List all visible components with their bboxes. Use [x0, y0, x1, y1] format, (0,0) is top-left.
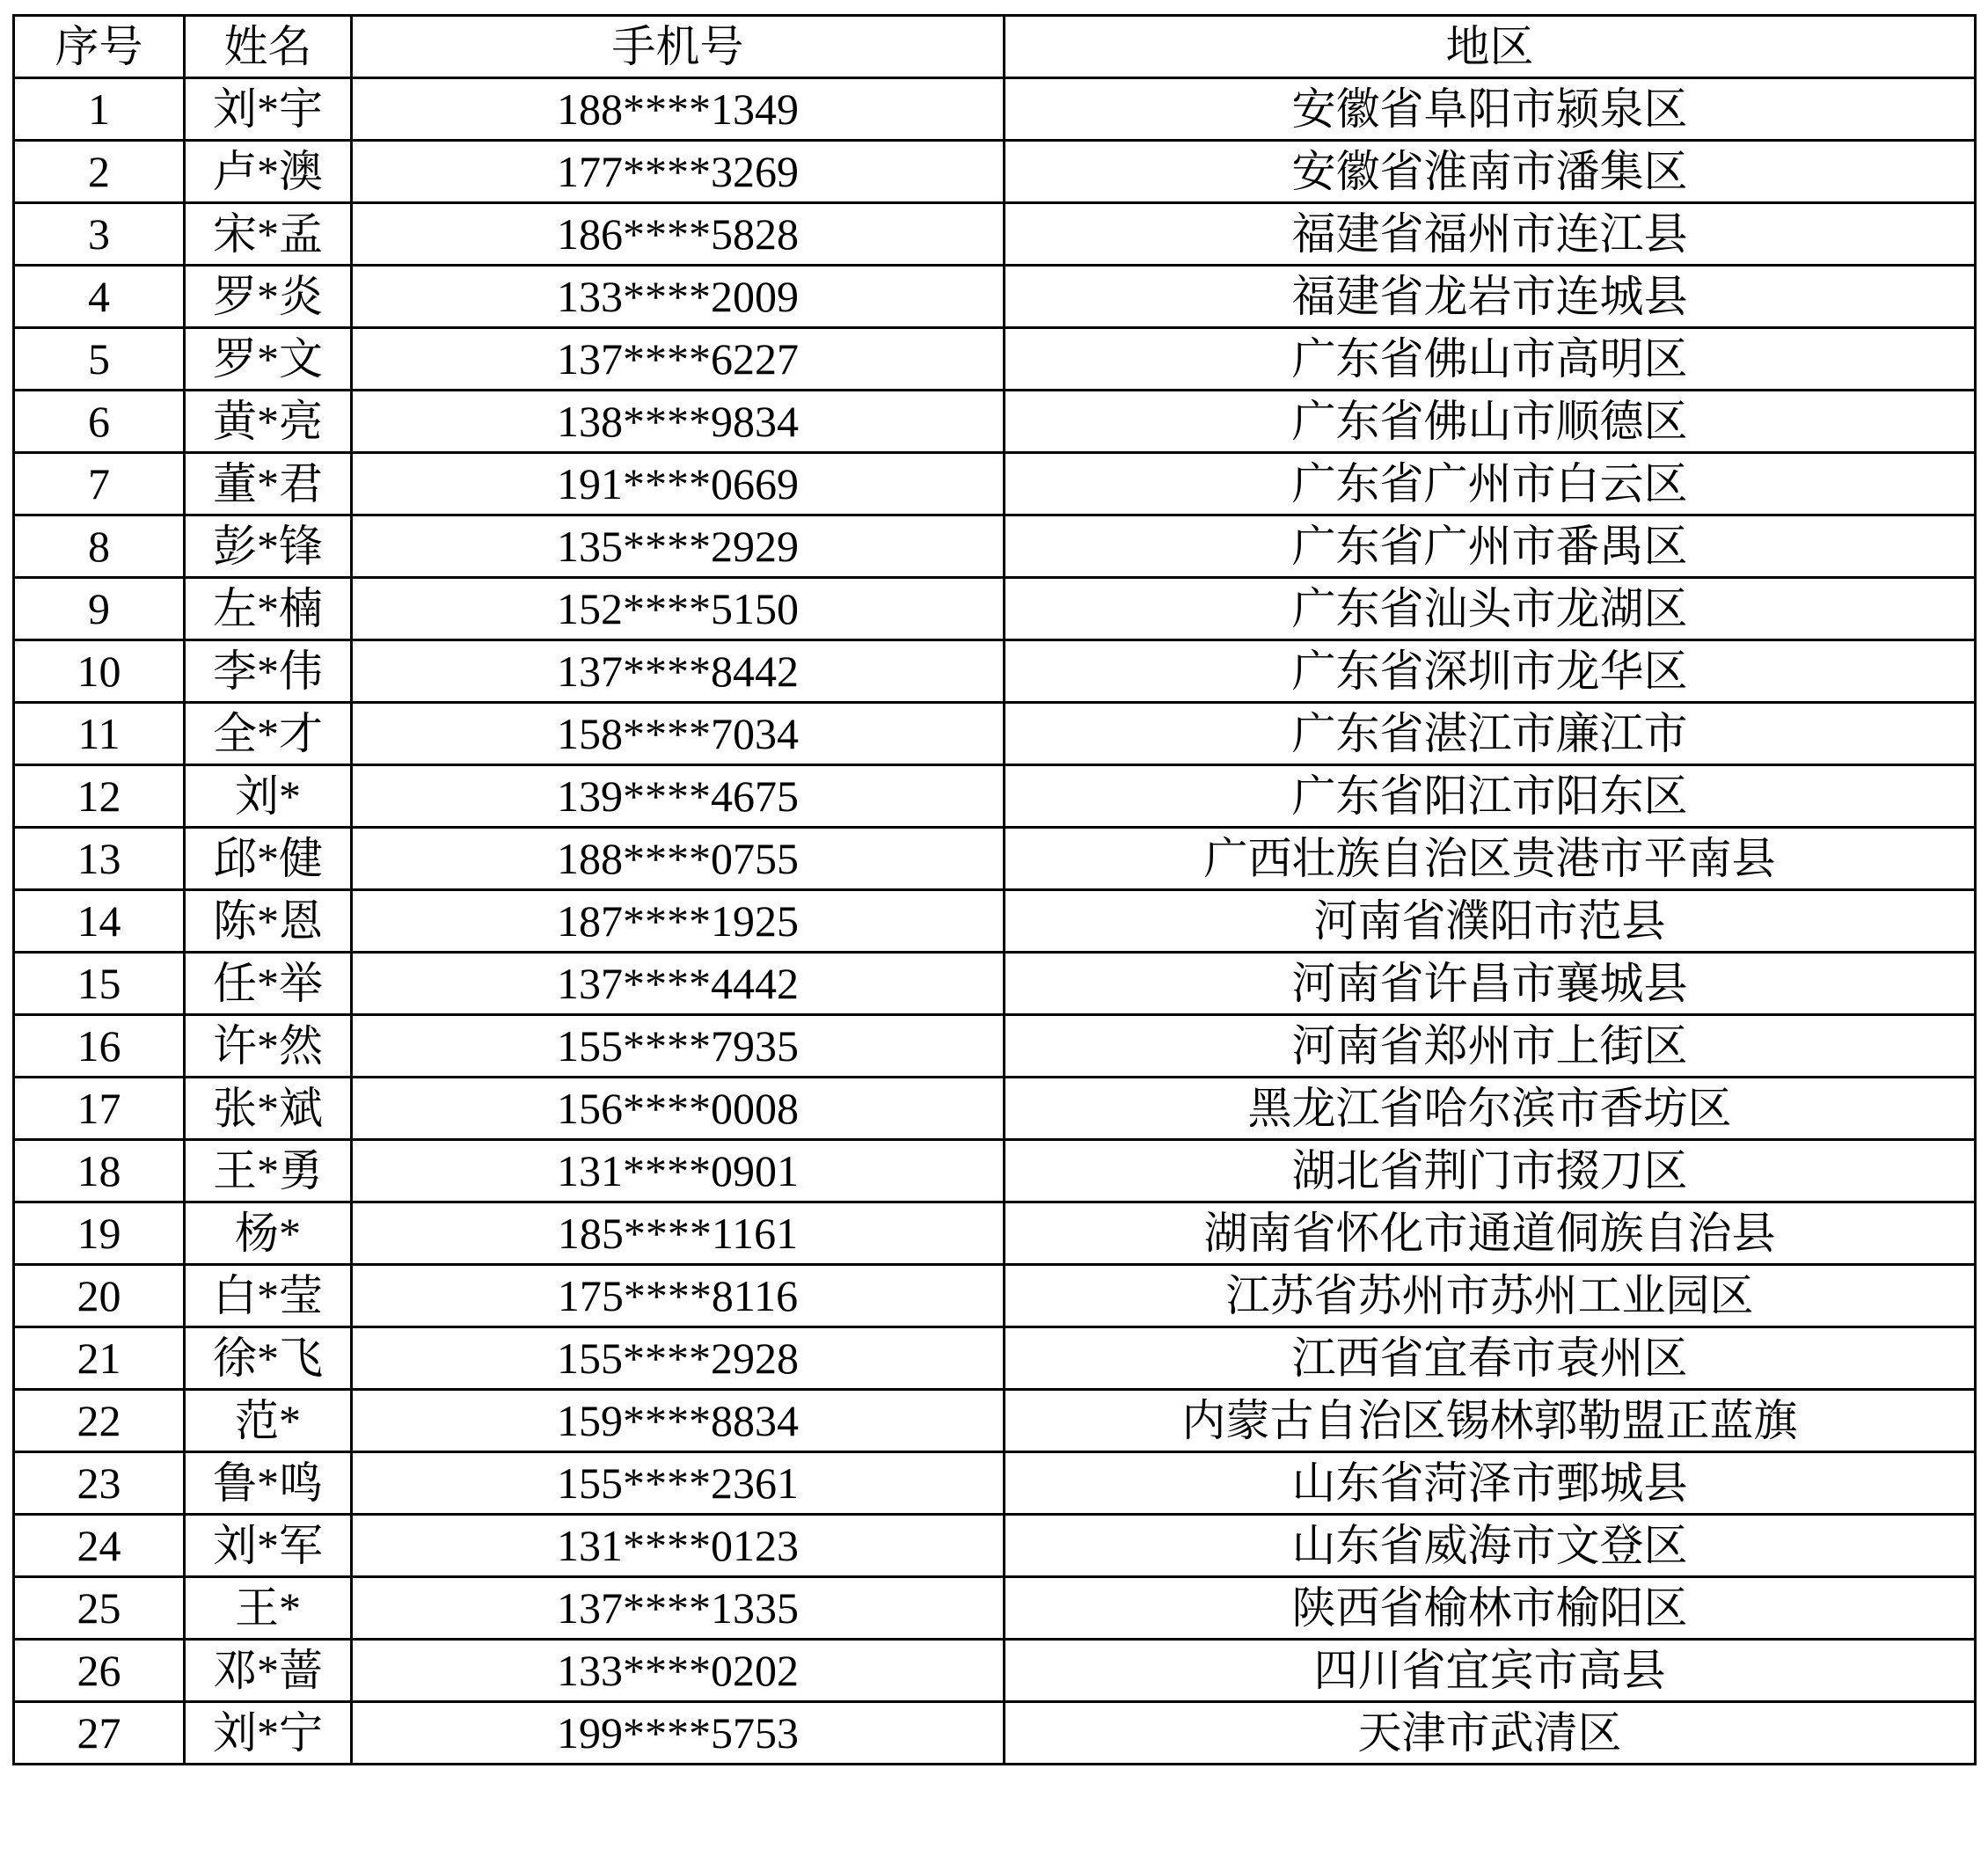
cell-name: 白*莹	[185, 1265, 352, 1327]
cell-region: 广东省深圳市龙华区	[1005, 640, 1976, 703]
cell-name: 全*才	[185, 703, 352, 765]
table-header-row	[14, 16, 1976, 78]
cell-index: 17	[14, 1078, 185, 1140]
table-row	[14, 1452, 1976, 1515]
cell-region: 安徽省阜阳市颍泉区	[1005, 78, 1976, 141]
table-row	[14, 1577, 1976, 1640]
cell-name: 罗*文	[185, 328, 352, 391]
cell-region: 山东省菏泽市鄄城县	[1005, 1452, 1976, 1515]
cell-index: 13	[14, 828, 185, 890]
header-name: 姓名	[185, 16, 352, 78]
table-row	[14, 828, 1976, 890]
table-row	[14, 1015, 1976, 1078]
table-row	[14, 391, 1976, 453]
cell-phone: 177****3269	[352, 141, 1005, 203]
winners-table	[12, 14, 1977, 1765]
table-body	[14, 78, 1976, 1765]
cell-index: 27	[14, 1702, 185, 1765]
cell-phone: 175****8116	[352, 1265, 1005, 1327]
cell-name: 黄*亮	[185, 391, 352, 453]
cell-region: 河南省濮阳市范县	[1005, 890, 1976, 953]
cell-name: 王*勇	[185, 1140, 352, 1202]
cell-phone: 155****2361	[352, 1452, 1005, 1515]
cell-name: 鲁*鸣	[185, 1452, 352, 1515]
cell-region: 陕西省榆林市榆阳区	[1005, 1577, 1976, 1640]
cell-region: 广东省佛山市高明区	[1005, 328, 1976, 391]
cell-phone: 137****8442	[352, 640, 1005, 703]
table-row	[14, 703, 1976, 765]
table-row	[14, 1515, 1976, 1577]
cell-name: 左*楠	[185, 578, 352, 640]
cell-region: 江西省宜春市袁州区	[1005, 1327, 1976, 1390]
cell-phone: 137****1335	[352, 1577, 1005, 1640]
table-row	[14, 515, 1976, 578]
cell-index: 5	[14, 328, 185, 391]
cell-index: 24	[14, 1515, 185, 1577]
cell-region: 山东省威海市文登区	[1005, 1515, 1976, 1577]
cell-index: 14	[14, 890, 185, 953]
cell-index: 18	[14, 1140, 185, 1202]
cell-name: 徐*飞	[185, 1327, 352, 1390]
cell-phone: 187****1925	[352, 890, 1005, 953]
cell-phone: 133****2009	[352, 266, 1005, 328]
cell-name: 陈*恩	[185, 890, 352, 953]
cell-name: 邓*蔷	[185, 1640, 352, 1702]
cell-name: 范*	[185, 1390, 352, 1452]
table-row	[14, 78, 1976, 141]
cell-phone: 155****2928	[352, 1327, 1005, 1390]
cell-phone: 188****0755	[352, 828, 1005, 890]
table-row	[14, 640, 1976, 703]
cell-name: 刘*宇	[185, 78, 352, 141]
cell-region: 四川省宜宾市高县	[1005, 1640, 1976, 1702]
cell-index: 6	[14, 391, 185, 453]
cell-name: 董*君	[185, 453, 352, 515]
cell-phone: 135****2929	[352, 515, 1005, 578]
cell-phone: 191****0669	[352, 453, 1005, 515]
cell-index: 4	[14, 266, 185, 328]
header-region: 地区	[1005, 16, 1976, 78]
cell-phone: 138****9834	[352, 391, 1005, 453]
table-row	[14, 328, 1976, 391]
table-row	[14, 266, 1976, 328]
cell-name: 宋*孟	[185, 203, 352, 266]
cell-phone: 188****1349	[352, 78, 1005, 141]
cell-region: 安徽省淮南市潘集区	[1005, 141, 1976, 203]
cell-region: 广东省佛山市顺德区	[1005, 391, 1976, 453]
cell-phone: 131****0123	[352, 1515, 1005, 1577]
cell-region: 黑龙江省哈尔滨市香坊区	[1005, 1078, 1976, 1140]
cell-region: 福建省福州市连江县	[1005, 203, 1976, 266]
cell-region: 福建省龙岩市连城县	[1005, 266, 1976, 328]
cell-index: 25	[14, 1577, 185, 1640]
cell-index: 12	[14, 765, 185, 828]
table-row	[14, 141, 1976, 203]
cell-region: 江苏省苏州市苏州工业园区	[1005, 1265, 1976, 1327]
cell-region: 广东省汕头市龙湖区	[1005, 578, 1976, 640]
cell-name: 邱*健	[185, 828, 352, 890]
cell-name: 王*	[185, 1577, 352, 1640]
table-row	[14, 578, 1976, 640]
cell-phone: 133****0202	[352, 1640, 1005, 1702]
cell-region: 广东省阳江市阳东区	[1005, 765, 1976, 828]
cell-phone: 159****8834	[352, 1390, 1005, 1452]
header-phone: 手机号	[352, 16, 1005, 78]
cell-index: 2	[14, 141, 185, 203]
cell-index: 23	[14, 1452, 185, 1515]
header-index: 序号	[14, 16, 185, 78]
cell-name: 许*然	[185, 1015, 352, 1078]
cell-index: 11	[14, 703, 185, 765]
cell-phone: 139****4675	[352, 765, 1005, 828]
cell-index: 21	[14, 1327, 185, 1390]
cell-phone: 156****0008	[352, 1078, 1005, 1140]
table-row	[14, 1390, 1976, 1452]
table-row	[14, 1140, 1976, 1202]
cell-phone: 152****5150	[352, 578, 1005, 640]
cell-index: 8	[14, 515, 185, 578]
cell-index: 7	[14, 453, 185, 515]
cell-region: 广西壮族自治区贵港市平南县	[1005, 828, 1976, 890]
cell-region: 广东省广州市白云区	[1005, 453, 1976, 515]
cell-index: 22	[14, 1390, 185, 1452]
cell-index: 16	[14, 1015, 185, 1078]
cell-name: 任*举	[185, 953, 352, 1015]
cell-region: 天津市武清区	[1005, 1702, 1976, 1765]
cell-index: 9	[14, 578, 185, 640]
cell-index: 3	[14, 203, 185, 266]
cell-index: 20	[14, 1265, 185, 1327]
cell-region: 河南省许昌市襄城县	[1005, 953, 1976, 1015]
table-row	[14, 1202, 1976, 1265]
table-row	[14, 765, 1976, 828]
table-row	[14, 1640, 1976, 1702]
cell-index: 10	[14, 640, 185, 703]
cell-index: 19	[14, 1202, 185, 1265]
table-row	[14, 453, 1976, 515]
table-row	[14, 953, 1976, 1015]
winners-table-container	[12, 14, 1974, 1765]
cell-phone: 199****5753	[352, 1702, 1005, 1765]
cell-phone: 158****7034	[352, 703, 1005, 765]
cell-phone: 155****7935	[352, 1015, 1005, 1078]
cell-index: 15	[14, 953, 185, 1015]
cell-name: 卢*澳	[185, 141, 352, 203]
table-row	[14, 203, 1976, 266]
cell-name: 张*斌	[185, 1078, 352, 1140]
cell-region: 广东省湛江市廉江市	[1005, 703, 1976, 765]
table-row	[14, 890, 1976, 953]
cell-region: 湖北省荆门市掇刀区	[1005, 1140, 1976, 1202]
cell-name: 杨*	[185, 1202, 352, 1265]
table-row	[14, 1265, 1976, 1327]
cell-region: 河南省郑州市上街区	[1005, 1015, 1976, 1078]
cell-phone: 137****6227	[352, 328, 1005, 391]
table-row	[14, 1078, 1976, 1140]
table-row	[14, 1702, 1976, 1765]
cell-name: 李*伟	[185, 640, 352, 703]
cell-index: 1	[14, 78, 185, 141]
cell-name: 刘*宁	[185, 1702, 352, 1765]
cell-phone: 137****4442	[352, 953, 1005, 1015]
cell-phone: 186****5828	[352, 203, 1005, 266]
cell-name: 罗*炎	[185, 266, 352, 328]
cell-region: 广东省广州市番禺区	[1005, 515, 1976, 578]
cell-name: 刘*	[185, 765, 352, 828]
cell-phone: 131****0901	[352, 1140, 1005, 1202]
cell-name: 刘*军	[185, 1515, 352, 1577]
cell-name: 彭*锋	[185, 515, 352, 578]
cell-region: 湖南省怀化市通道侗族自治县	[1005, 1202, 1976, 1265]
cell-region: 内蒙古自治区锡林郭勒盟正蓝旗	[1005, 1390, 1976, 1452]
cell-phone: 185****1161	[352, 1202, 1005, 1265]
table-row	[14, 1327, 1976, 1390]
cell-index: 26	[14, 1640, 185, 1702]
